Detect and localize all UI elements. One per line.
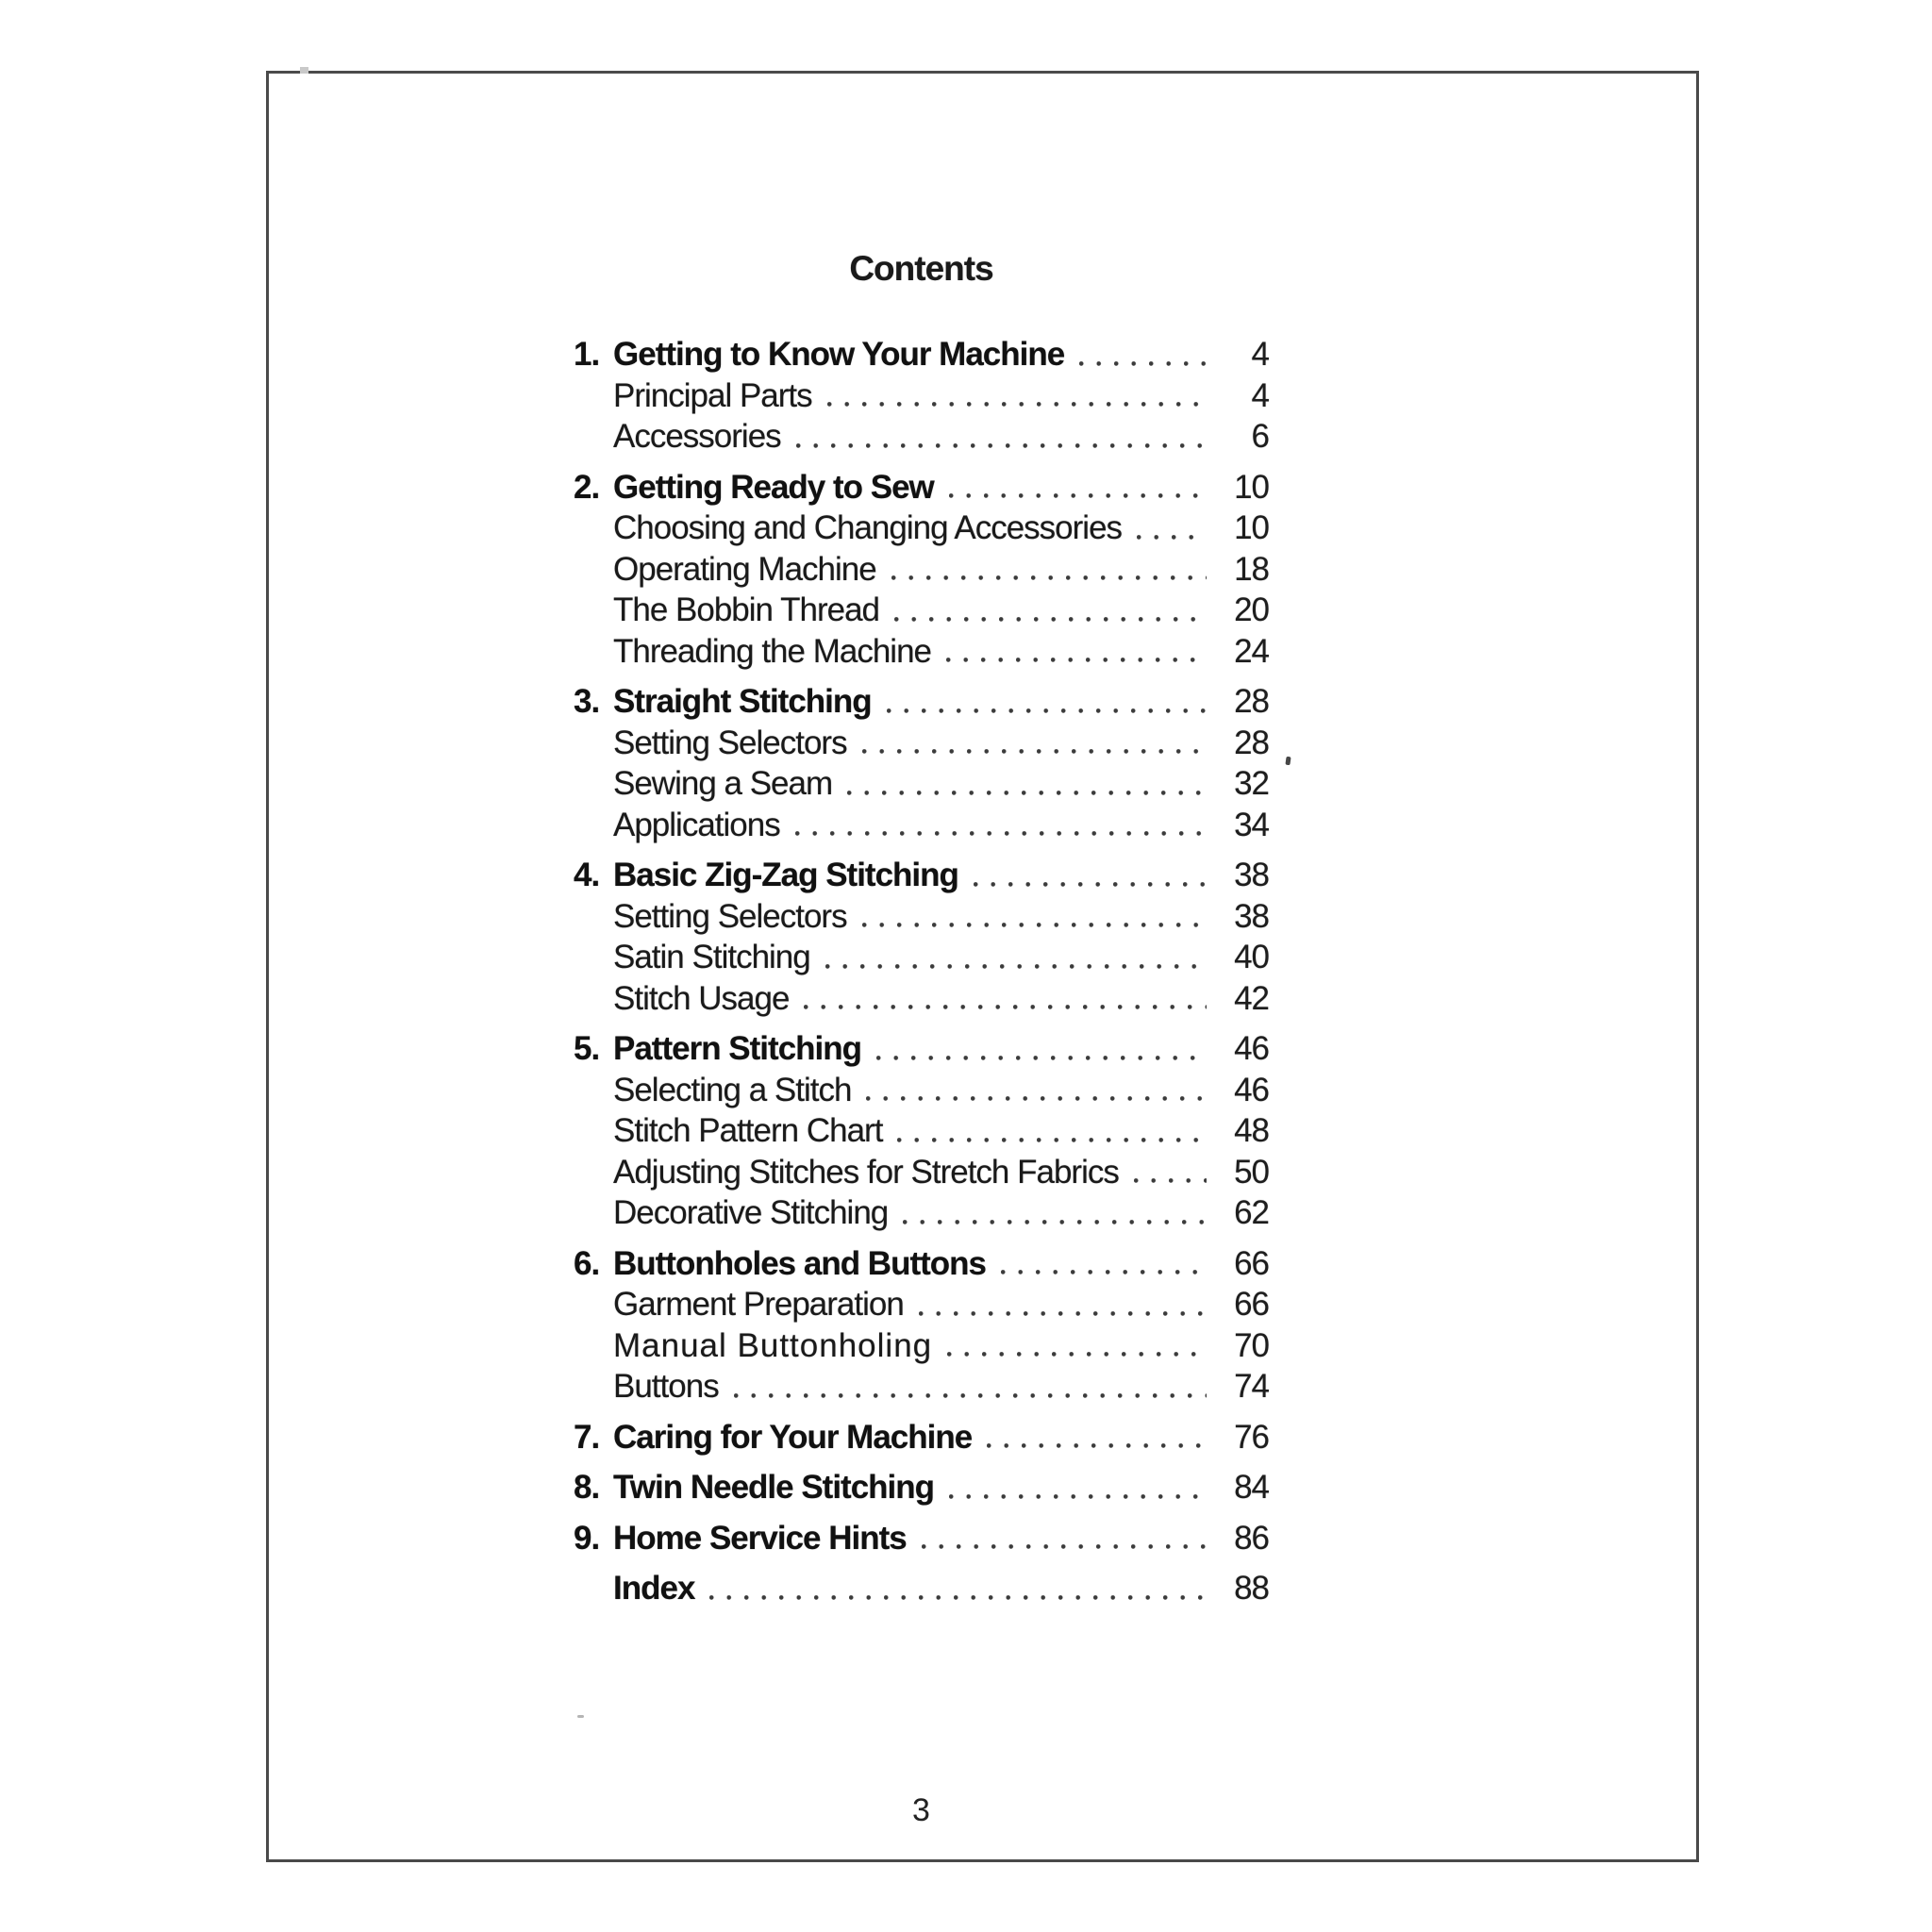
toc-item-label: Home Service Hints <box>613 1519 907 1557</box>
toc-page-number: 48 <box>1234 1112 1269 1149</box>
toc-row <box>574 631 1269 673</box>
toc-item-label: Manual Buttonholing <box>613 1326 933 1364</box>
toc-page-number: 74 <box>1234 1368 1269 1405</box>
toc-item-label: Setting Selectors <box>613 897 847 935</box>
toc-item-label: Basic Zig-Zag Stitching <box>613 857 958 893</box>
toc-chapter-number: 3. <box>574 683 600 720</box>
toc-row <box>574 723 1269 764</box>
toc-item-label: Choosing and Changing Accessories <box>613 509 1123 546</box>
toc-page-number: 28 <box>1234 683 1269 720</box>
toc-item-label: Getting to Know Your Machine <box>613 336 1065 373</box>
toc-row <box>574 334 1269 375</box>
toc-page-number: 10 <box>1234 468 1269 506</box>
toc-page-number: 46 <box>1234 1030 1269 1067</box>
toc-dot-leader <box>862 923 1207 927</box>
scan-artifact-tick <box>300 67 308 74</box>
toc-page-number: 38 <box>1234 897 1269 935</box>
toc-row <box>574 978 1269 1020</box>
toc-page-number: 76 <box>1234 1418 1269 1456</box>
toc-page-number: 70 <box>1234 1326 1269 1364</box>
toc-item-label: Principal Parts <box>613 376 812 414</box>
toc-chapter-number: 1. <box>574 336 600 373</box>
toc-row <box>574 681 1269 723</box>
contents-heading: Contents <box>849 249 993 288</box>
toc-page-number: 4 <box>1251 376 1269 414</box>
toc-row <box>574 590 1269 631</box>
toc-row <box>574 1518 1269 1559</box>
toc-row <box>574 467 1269 508</box>
toc-row <box>574 508 1269 549</box>
scan-artifact-speck <box>1285 757 1291 766</box>
toc-page-number: 28 <box>1234 724 1269 761</box>
toc-chapter-number: 5. <box>574 1030 600 1067</box>
toc-item-label: Selecting a Stitch <box>613 1071 852 1108</box>
scan-artifact-speck <box>577 1715 584 1718</box>
toc-row <box>574 937 1269 978</box>
toc-dot-leader <box>825 964 1207 969</box>
toc-page-number: 20 <box>1234 591 1269 628</box>
toc-dot-leader <box>891 575 1207 580</box>
toc-item-label: Index <box>613 1570 695 1607</box>
toc-item-label: Pattern Stitching <box>613 1030 862 1067</box>
toc-item-label: Stitch Pattern Chart <box>613 1112 883 1149</box>
toc-item-label: Threading the Machine <box>613 632 931 670</box>
toc-page-number: 62 <box>1234 1194 1269 1231</box>
toc-item-label: Twin Needle Stitching <box>613 1469 935 1506</box>
toc-row <box>574 896 1269 938</box>
toc-page-number: 50 <box>1234 1153 1269 1191</box>
toc-page-number: 66 <box>1234 1244 1269 1282</box>
toc-dot-leader <box>827 402 1207 407</box>
toc-page-number: 10 <box>1234 509 1269 546</box>
toc-dot-leader <box>862 749 1207 754</box>
toc-row <box>574 1417 1269 1458</box>
toc-chapter-number: 2. <box>574 468 600 506</box>
toc-row <box>574 1110 1269 1152</box>
toc-page-number: 24 <box>1234 632 1269 670</box>
toc-dot-leader <box>734 1393 1207 1398</box>
toc-item-label: Caring for Your Machine <box>613 1418 973 1456</box>
toc-item-label: Accessories <box>613 418 781 455</box>
toc-dot-leader <box>987 1443 1207 1448</box>
toc-row <box>574 805 1269 846</box>
toc-dot-leader <box>795 831 1207 836</box>
toc-chapter-number: 9. <box>574 1519 600 1557</box>
toc-row <box>574 1152 1269 1193</box>
toc-page-number: 84 <box>1234 1469 1269 1506</box>
toc-page-number: 88 <box>1234 1570 1269 1607</box>
toc-dot-leader <box>1137 535 1207 540</box>
toc-row <box>574 1284 1269 1325</box>
toc-page-number: 32 <box>1234 765 1269 802</box>
toc-dot-leader <box>866 1096 1207 1101</box>
toc-dot-leader <box>897 1138 1207 1142</box>
toc-item-label: Buttonholes and Buttons <box>613 1244 987 1282</box>
toc-dot-leader <box>1134 1178 1207 1183</box>
toc-row <box>574 549 1269 591</box>
toc-page-number: 40 <box>1234 939 1269 975</box>
table-of-contents <box>574 334 1269 1609</box>
toc-item-label: Getting Ready to Sew <box>613 468 934 506</box>
toc-item-label: The Bobbin Thread <box>613 591 880 628</box>
toc-dot-leader <box>903 1220 1207 1224</box>
toc-row <box>574 1325 1269 1367</box>
toc-page-number: 66 <box>1234 1286 1269 1323</box>
toc-chapter-number: 7. <box>574 1418 600 1456</box>
toc-row <box>574 1366 1269 1407</box>
toc-row <box>574 763 1269 805</box>
toc-item-label: Buttons <box>613 1368 719 1405</box>
toc-page-number: 42 <box>1234 979 1269 1017</box>
toc-row <box>574 1568 1269 1609</box>
toc-item-label: Adjusting Stitches for Stretch Fabrics <box>613 1153 1119 1191</box>
toc-row <box>574 1467 1269 1508</box>
toc-item-label: Decorative Stitching <box>613 1194 889 1231</box>
toc-dot-leader <box>1079 361 1207 366</box>
toc-dot-leader <box>919 1311 1207 1316</box>
toc-page-number: 86 <box>1234 1519 1269 1557</box>
toc-page-number: 18 <box>1234 550 1269 588</box>
toc-dot-leader <box>946 658 1207 662</box>
toc-dot-leader <box>949 1494 1207 1499</box>
toc-dot-leader <box>847 791 1207 795</box>
page-number: 3 <box>912 1792 930 1828</box>
toc-dot-leader <box>894 617 1207 622</box>
toc-dot-leader <box>922 1544 1207 1549</box>
toc-item-label: Sewing a Seam <box>613 765 833 802</box>
toc-page-number: 38 <box>1234 857 1269 893</box>
toc-page-number: 46 <box>1234 1071 1269 1108</box>
toc-row <box>574 375 1269 417</box>
toc-dot-leader <box>974 882 1207 887</box>
toc-item-label: Garment Preparation <box>613 1286 904 1323</box>
toc-dot-leader <box>887 708 1207 713</box>
toc-item-label: Operating Machine <box>613 550 876 588</box>
toc-item-label: Satin Stitching <box>613 939 810 975</box>
toc-page-number: 34 <box>1234 806 1269 843</box>
toc-row <box>574 416 1269 458</box>
toc-chapter-number: 4. <box>574 857 600 893</box>
toc-page-number: 4 <box>1251 336 1269 373</box>
toc-row <box>574 1028 1269 1070</box>
toc-chapter-number: 6. <box>574 1244 600 1282</box>
toc-dot-leader <box>796 443 1207 448</box>
toc-dot-leader <box>949 493 1207 498</box>
toc-item-label: Setting Selectors <box>613 724 847 761</box>
toc-dot-leader <box>1001 1270 1207 1274</box>
toc-dot-leader <box>876 1056 1207 1060</box>
toc-dot-leader <box>804 1005 1207 1009</box>
toc-chapter-number: 8. <box>574 1469 600 1506</box>
toc-page-number: 6 <box>1251 418 1269 455</box>
toc-row <box>574 1243 1269 1285</box>
toc-item-label: Applications <box>613 806 780 843</box>
page-sheet <box>266 71 1699 1862</box>
toc-row <box>574 855 1269 896</box>
toc-dot-leader <box>709 1595 1207 1600</box>
toc-row <box>574 1070 1269 1111</box>
toc-row <box>574 1192 1269 1234</box>
toc-dot-leader <box>947 1352 1207 1357</box>
toc-item-label: Stitch Usage <box>613 979 790 1017</box>
toc-item-label: Straight Stitching <box>613 683 872 720</box>
